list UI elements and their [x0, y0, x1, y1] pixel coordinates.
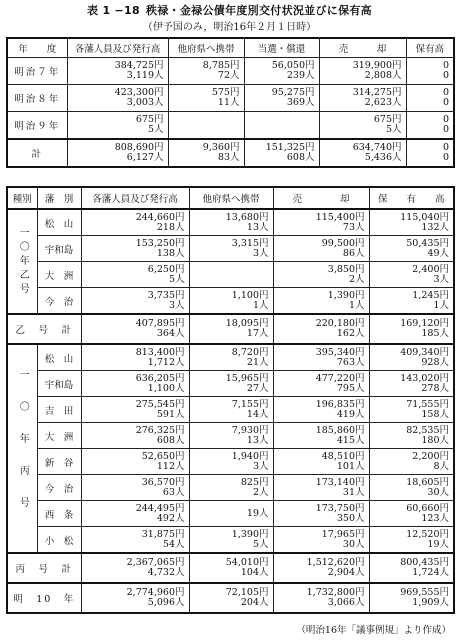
value-cell [81, 209, 189, 236]
amount-value: 244,495円 [135, 502, 185, 514]
amount-value: 384,725円 [114, 60, 164, 71]
people-value: 73人 [342, 221, 365, 233]
table-number: 表 1 −18 [87, 4, 140, 17]
people-value: 5,096人 [147, 597, 185, 608]
people-value: 608人 [286, 152, 315, 163]
total-cell [189, 314, 273, 344]
people-value: 0 [442, 70, 449, 81]
amount-value: 244,660円 [135, 211, 185, 223]
people-value: 2,623人 [364, 97, 402, 108]
people-value: 14人 [246, 408, 269, 420]
amount-value: 808,690円 [114, 142, 164, 153]
value-cell [369, 501, 454, 527]
value-cell [319, 85, 406, 112]
amount-value: 173,750円 [315, 502, 365, 514]
han-label: 今 治 [37, 288, 81, 315]
amount-value: 423,300円 [114, 87, 164, 98]
value-cell [406, 112, 454, 140]
value-cell [273, 475, 369, 501]
value-cell [244, 112, 319, 140]
people-value: 104人 [240, 567, 269, 578]
value-cell [273, 288, 369, 315]
people-value: 0 [442, 97, 449, 108]
people-value: 5人 [385, 124, 402, 135]
table-row [7, 262, 454, 288]
amount-value: 1,940円 [231, 450, 269, 462]
total-row [7, 314, 454, 344]
people-value: 350人 [336, 512, 365, 524]
amount-value: 800,435円 [400, 557, 449, 568]
total-label: 丙 号 計 [7, 553, 81, 583]
amount-value: 2,367,065円 [126, 557, 185, 568]
total-cell [369, 553, 454, 583]
people-value: 0 [442, 124, 449, 135]
type-label [7, 209, 37, 314]
people-value: 30人 [342, 538, 365, 550]
column-header: 他府県へ携帯 [189, 187, 273, 209]
people-value: 180人 [421, 434, 449, 446]
amount-value: 185,860円 [315, 424, 365, 436]
people-value: 3人 [168, 299, 185, 311]
people-value: 1人 [433, 299, 449, 311]
value-cell [189, 423, 273, 449]
amount-value: 54,010円 [225, 557, 269, 568]
people-value: 158人 [421, 408, 449, 420]
people-value: 3,066人 [327, 597, 365, 608]
han-label: 今 治 [37, 475, 81, 501]
people-value: 1,724人 [412, 567, 449, 578]
table-row [7, 344, 454, 371]
amount-value: 169,120円 [400, 318, 449, 329]
amount-value: 969,555円 [400, 587, 449, 598]
total-cell [81, 314, 189, 344]
amount-value: 115,040円 [400, 211, 449, 223]
value-cell [369, 423, 454, 449]
value-cell [189, 262, 273, 288]
people-value: 608人 [156, 434, 185, 446]
year-label: 明治９年 [7, 112, 67, 140]
total-label: 明 10 年 [7, 583, 81, 613]
amount-value: 1,245円 [412, 289, 449, 301]
total-cell [273, 583, 369, 613]
column-header: 各藩人員及び発行高 [81, 187, 189, 209]
amount-value: 0 [442, 142, 449, 153]
people-value: 3,003人 [126, 97, 164, 108]
amount-value: 82,535円 [406, 424, 449, 436]
total-label: 乙 号 計 [7, 314, 81, 344]
column-header: 売 却 [273, 187, 369, 209]
people-value: 30人 [427, 486, 449, 498]
people-value: 83人 [217, 152, 240, 163]
total-cell [273, 314, 369, 344]
people-value: 13人 [246, 221, 269, 233]
amount-value: 276,325円 [135, 424, 185, 436]
people-value: 415人 [336, 434, 365, 446]
people-value: 162人 [336, 328, 365, 339]
table-row [7, 397, 454, 423]
amount-value: 71,555円 [406, 398, 449, 410]
value-cell [369, 371, 454, 397]
people-value: 86人 [342, 247, 365, 259]
people-value: 72人 [217, 70, 240, 81]
amount-value: 319,900円 [352, 60, 402, 71]
amount-value: 825円 [240, 476, 269, 488]
amount-value: 575円 [211, 87, 240, 98]
value-cell [81, 262, 189, 288]
total-row [7, 553, 454, 583]
amount-value: 2,774,960円 [126, 587, 185, 598]
amount-value: 634,740円 [352, 142, 402, 153]
people-value: 278人 [421, 382, 449, 394]
people-value: 239人 [286, 70, 315, 81]
table-title [0, 2, 459, 18]
amount-value: 36,570円 [141, 476, 185, 488]
value-cell [273, 423, 369, 449]
value-cell [168, 112, 244, 140]
people-value: 3,119人 [126, 70, 164, 81]
type-label-text: 一〇年乙号 [17, 226, 29, 297]
people-value: 1,712人 [147, 356, 185, 368]
amount-value: 675円 [135, 114, 164, 125]
total-cell [81, 553, 189, 583]
value-cell [81, 397, 189, 423]
people-value: 5人 [252, 538, 269, 550]
people-value: 185人 [421, 328, 449, 339]
column-header: 年 度 [7, 38, 67, 58]
amount-value: 395,340円 [315, 346, 365, 358]
people-value: 112人 [156, 460, 185, 472]
han-label: 西 条 [37, 501, 81, 527]
value-cell [81, 527, 189, 554]
people-value: 1人 [348, 299, 365, 311]
value-cell [67, 112, 168, 140]
table-row [7, 423, 454, 449]
amount-value: 477,220円 [315, 372, 365, 384]
value-cell [189, 527, 273, 554]
han-label: 大 洲 [37, 262, 81, 288]
amount-value: 72,105円 [225, 587, 269, 598]
amount-value: 8,720円 [231, 346, 269, 358]
amount-value: 173,140円 [315, 476, 365, 488]
amount-value: 15,965円 [225, 372, 269, 384]
amount-value: 6,250円 [147, 263, 185, 275]
people-value: 2人 [348, 273, 365, 285]
table-row [7, 85, 454, 112]
value-cell [81, 501, 189, 527]
people-value: 138人 [156, 247, 185, 259]
value-cell [273, 262, 369, 288]
value-cell [244, 85, 319, 112]
people-value: 17人 [246, 328, 269, 339]
people-value: 419人 [336, 408, 365, 420]
people-value: 591人 [156, 408, 185, 420]
amount-value: 1,100円 [231, 289, 269, 301]
value-cell [81, 475, 189, 501]
amount-value: 0 [442, 60, 449, 71]
value-cell [369, 397, 454, 423]
value-cell [244, 58, 319, 85]
value-cell [67, 58, 168, 85]
amount-value: 409,340円 [400, 346, 449, 358]
people-value: 101人 [336, 460, 365, 472]
people-value: 2人 [252, 486, 269, 498]
value-cell [168, 58, 244, 85]
amount-value: 1,512,620円 [306, 557, 365, 568]
people-value: 369人 [286, 97, 315, 108]
people-value: 123人 [421, 512, 449, 524]
amount-value: 9,360円 [202, 142, 240, 153]
year-label: 計 [7, 139, 67, 167]
amount-value: 314,275円 [352, 87, 402, 98]
value-cell [273, 344, 369, 371]
people-value: 492人 [156, 512, 185, 524]
value-cell [67, 139, 168, 167]
value-cell [189, 397, 273, 423]
total-cell [189, 583, 273, 613]
amount-value: 1,390円 [327, 289, 365, 301]
people-value: 218人 [156, 221, 185, 233]
total-cell [273, 553, 369, 583]
table-row [7, 449, 454, 475]
table-row [7, 475, 454, 501]
value-cell [81, 449, 189, 475]
people-value: 8人 [433, 460, 449, 472]
people-value: 31人 [342, 486, 365, 498]
people-value: 132人 [421, 221, 449, 233]
people-value: 27人 [246, 382, 269, 394]
people-value: 364人 [156, 328, 185, 339]
value-cell [189, 209, 273, 236]
amount-value: 13,680円 [225, 211, 269, 223]
han-label: 吉 田 [37, 397, 81, 423]
total-cell [369, 583, 454, 613]
people-value: 2,808人 [364, 70, 402, 81]
value-cell [369, 209, 454, 236]
people-value: 13人 [246, 434, 269, 446]
amount-value: 7,155円 [231, 398, 269, 410]
value-cell [319, 58, 406, 85]
value-cell [168, 139, 244, 167]
value-cell [81, 344, 189, 371]
amount-value: 407,895円 [135, 318, 185, 329]
column-header: 当選・償還 [244, 38, 319, 58]
amount-value: 8,785円 [202, 60, 240, 71]
column-header: 保 有 高 [369, 187, 454, 209]
value-cell [369, 236, 454, 262]
amount-value: 636,205円 [135, 372, 185, 384]
value-cell [406, 85, 454, 112]
people-value: 1,909人 [412, 597, 449, 608]
value-cell [369, 449, 454, 475]
people-value: 3人 [252, 247, 269, 259]
table-row [7, 209, 454, 236]
amount-value: 18,095円 [225, 318, 269, 329]
people-value: 54人 [162, 538, 185, 550]
value-cell [319, 112, 406, 140]
value-cell [369, 475, 454, 501]
total-cell [81, 583, 189, 613]
amount-value: 12,520円 [406, 528, 449, 540]
yearly-issue-table [6, 37, 455, 168]
total-cell [189, 553, 273, 583]
amount-value: 1,390円 [231, 528, 269, 540]
people-value: 1,100人 [147, 382, 185, 394]
value-cell [273, 527, 369, 554]
amount-value: 220,180円 [315, 318, 365, 329]
amount-value: 153,250円 [135, 237, 185, 249]
people-value: 21人 [246, 356, 269, 368]
amount-value: 275,545円 [135, 398, 185, 410]
amount-value: 3,850円 [327, 263, 365, 275]
people-value: 204人 [240, 597, 269, 608]
amount-value: 3,315円 [231, 237, 269, 249]
table-title-text: 秩禄・金禄公債年度別交付状況並びに保有高 [145, 4, 372, 17]
year-label: 明治８年 [7, 85, 67, 112]
people-value: 19人 [427, 538, 449, 550]
han-label: 宇和島 [37, 236, 81, 262]
amount-value: 2,200円 [412, 450, 449, 462]
column-header: 他府県へ携帯 [168, 38, 244, 58]
value-cell [369, 344, 454, 371]
value-cell [189, 449, 273, 475]
people-value: 0 [442, 152, 449, 163]
type-label-text: 一〇年丙号 [17, 368, 29, 529]
column-header: 各藩人員及び発行高 [67, 38, 168, 58]
value-cell [273, 371, 369, 397]
value-cell [81, 371, 189, 397]
year-label: 明治７年 [7, 58, 67, 85]
value-cell [369, 527, 454, 554]
source-note: （明治16年「議事例規」より作成） [296, 625, 451, 636]
total-row [7, 583, 454, 613]
people-value: 795人 [336, 382, 365, 394]
amount-value: 0 [442, 114, 449, 125]
value-cell [406, 139, 454, 167]
table-row [7, 139, 454, 167]
column-header: 藩 別 [37, 187, 81, 209]
people-value: 11人 [217, 97, 240, 108]
column-header: 種別 [7, 187, 37, 209]
people-value: 2,904人 [327, 567, 365, 578]
people-value: 1人 [252, 299, 269, 311]
value-cell [273, 397, 369, 423]
column-header: 保有高 [406, 38, 454, 58]
amount-value: 3,735円 [147, 289, 185, 301]
value-cell [244, 139, 319, 167]
value-cell [189, 501, 273, 527]
value-cell [273, 209, 369, 236]
value-cell [369, 262, 454, 288]
amount-value: 18,605円 [406, 476, 449, 488]
value-cell [168, 85, 244, 112]
amount-value: 143,020円 [400, 372, 449, 384]
amount-value: 0 [442, 87, 449, 98]
value-cell [189, 371, 273, 397]
people-value: 63人 [162, 486, 185, 498]
amount-value: 50,435円 [406, 237, 449, 249]
type-label [7, 344, 37, 553]
people-value: 3人 [252, 460, 269, 472]
people-value: 6,127人 [126, 152, 164, 163]
value-cell [369, 288, 454, 315]
value-cell [189, 288, 273, 315]
amount-value: 7,930円 [231, 424, 269, 436]
table-row [7, 501, 454, 527]
han-label: 小 松 [37, 527, 81, 554]
amount-value: 1,732,800円 [306, 587, 365, 598]
people-value: 3人 [433, 273, 449, 285]
table-row [7, 527, 454, 554]
people-value: 5人 [168, 273, 185, 285]
people-value: 928人 [421, 356, 449, 368]
amount-value: 115,400円 [315, 211, 365, 223]
amount-value: 17,965円 [321, 528, 365, 540]
amount-value: 196,835円 [315, 398, 365, 410]
table-subtitle: （伊予国のみ，明治16年２月１日時） [142, 22, 317, 33]
people-value: 5人 [147, 124, 164, 135]
people-value: 19人 [246, 507, 269, 519]
table-row [7, 236, 454, 262]
value-cell [319, 139, 406, 167]
value-cell [67, 85, 168, 112]
column-header: 売 却 [319, 38, 406, 58]
amount-value: 2,400円 [412, 263, 449, 275]
table-row [7, 288, 454, 315]
amount-value: 52,650円 [141, 450, 185, 462]
value-cell [81, 288, 189, 315]
amount-value: 99,500円 [321, 237, 365, 249]
value-cell [189, 475, 273, 501]
people-value: 4,732人 [147, 567, 185, 578]
value-cell [81, 236, 189, 262]
value-cell [273, 236, 369, 262]
amount-value: 31,875円 [141, 528, 185, 540]
han-label: 大 洲 [37, 423, 81, 449]
value-cell [273, 449, 369, 475]
people-value: 49人 [427, 247, 449, 259]
amount-value: 48,510円 [321, 450, 365, 462]
amount-value: 56,050円 [271, 60, 315, 71]
amount-value: 60,660円 [406, 502, 449, 514]
amount-value: 813,400円 [135, 346, 185, 358]
amount-value: 151,325円 [265, 142, 315, 153]
han-label: 新 谷 [37, 449, 81, 475]
han-label: 宇和島 [37, 371, 81, 397]
amount-value: 675円 [373, 114, 402, 125]
value-cell [273, 501, 369, 527]
value-cell [189, 344, 273, 371]
people-value: 5,436人 [364, 152, 402, 163]
table-row [7, 371, 454, 397]
value-cell [406, 58, 454, 85]
amount-value: 95,275円 [271, 87, 315, 98]
han-holding-table [6, 186, 455, 614]
total-cell [369, 314, 454, 344]
han-label: 松 山 [37, 209, 81, 236]
han-label: 松 山 [37, 344, 81, 371]
table-row [7, 58, 454, 85]
value-cell [81, 423, 189, 449]
value-cell [189, 236, 273, 262]
people-value: 763人 [336, 356, 365, 368]
table-row [7, 112, 454, 140]
